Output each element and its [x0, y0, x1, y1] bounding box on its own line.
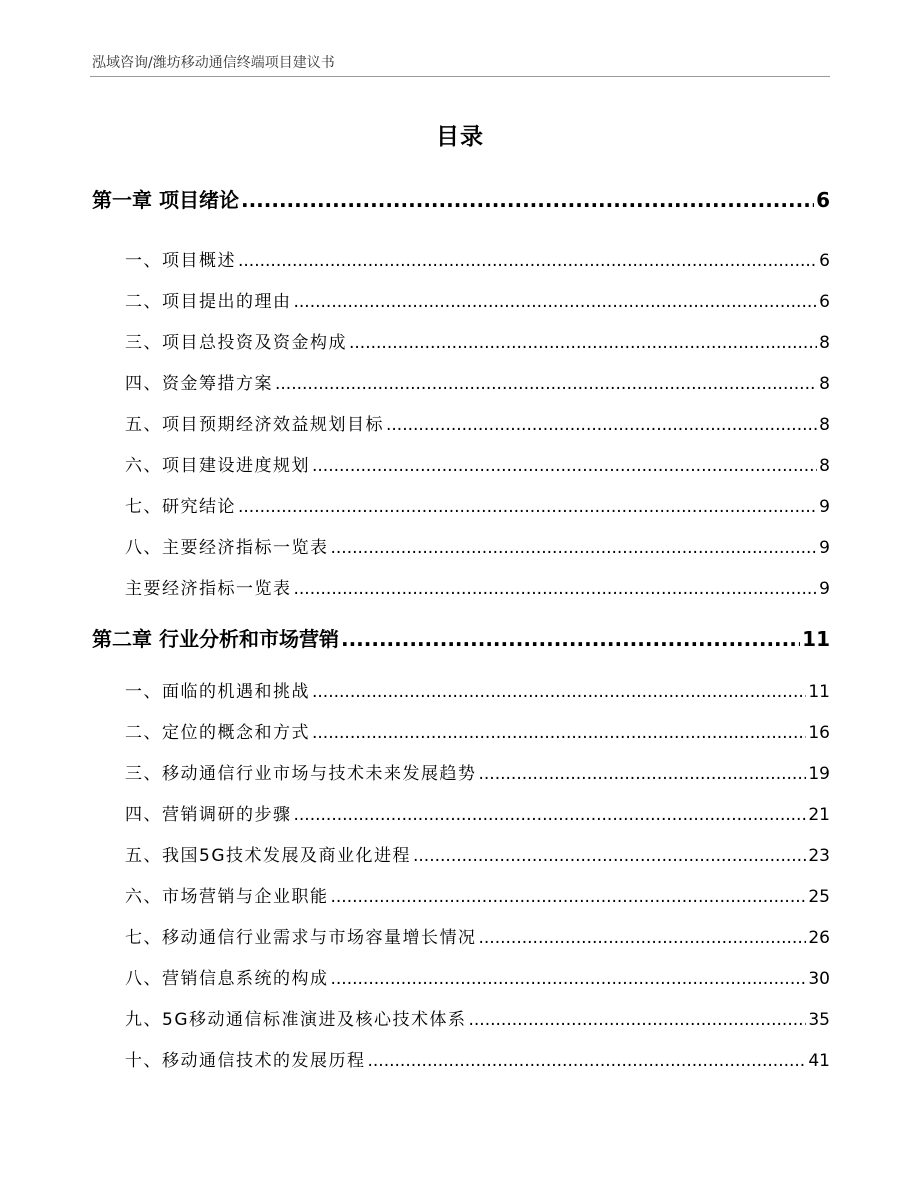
toc-page-number: 41: [808, 1051, 830, 1071]
toc-section[interactable]: [125, 410, 830, 435]
toc-page-number: 30: [808, 969, 830, 989]
toc-entry-number: 七、: [125, 497, 162, 517]
toc-dot-leader: [312, 682, 806, 702]
toc-section[interactable]: [125, 759, 830, 784]
toc-page-number: 6: [819, 292, 830, 312]
toc-page-number: 8: [819, 374, 830, 394]
toc-entry-number: 八、: [125, 538, 162, 558]
toc-page-number: 6: [819, 251, 830, 271]
toc-entry-number: 二、: [125, 292, 162, 312]
toc-page-number: 35: [808, 1010, 830, 1030]
toc-dot-leader: [294, 805, 807, 825]
toc-entry-number: 六、: [125, 456, 162, 476]
toc-entry-number: 九、: [125, 1010, 162, 1030]
toc-dot-leader: [331, 887, 807, 907]
toc-entry-number: 五、: [125, 415, 162, 435]
toc-dot-leader: [349, 333, 817, 353]
toc-entry-label: 第一章 项目绪论: [92, 188, 239, 212]
toc-entry-number: 四、: [125, 374, 162, 394]
toc-section[interactable]: [125, 574, 830, 599]
toc-page-number: 25: [808, 887, 830, 907]
toc-entry-label: 第二章 行业分析和市场营销: [92, 627, 339, 651]
toc-entry-label: 移动通信行业需求与市场容量增长情况: [162, 928, 477, 948]
toc-dot-leader: [312, 456, 817, 476]
toc-page-number: 9: [819, 579, 830, 599]
toc-entry-number: 二、: [125, 723, 162, 743]
toc-entry-label: 面临的机遇和挑战: [162, 682, 310, 702]
toc-section[interactable]: [125, 800, 830, 825]
toc-dot-leader: [479, 928, 807, 948]
toc-dot-leader: [386, 415, 817, 435]
toc-entry-label: 项目预期经济效益规划目标: [162, 415, 384, 435]
toc-page-number: 16: [808, 723, 830, 743]
toc-dot-leader: [341, 627, 800, 651]
toc-section[interactable]: [125, 451, 830, 476]
toc-section[interactable]: [125, 1005, 830, 1030]
toc-section[interactable]: [125, 841, 830, 866]
toc-dot-leader: [241, 188, 814, 212]
toc-entry-label: 营销调研的步骤: [162, 805, 292, 825]
toc-page-number: 11: [802, 627, 830, 651]
toc-section[interactable]: [125, 882, 830, 907]
toc-section[interactable]: [125, 533, 830, 558]
toc-entry-number: 一、: [125, 682, 162, 702]
toc-entry-label: 项目提出的理由: [162, 292, 292, 312]
toc-dot-leader: [331, 538, 818, 558]
toc-entry-number: 十、: [125, 1051, 162, 1071]
toc-dot-leader: [312, 723, 806, 743]
toc-dot-leader: [294, 292, 818, 312]
toc-title: 目录: [436, 124, 484, 150]
toc-entry-label: 定位的概念和方式: [162, 723, 310, 743]
toc-entry-number: 三、: [125, 764, 162, 784]
toc-dot-leader: [238, 497, 817, 517]
toc-page-number: 11: [808, 682, 830, 702]
toc-section[interactable]: [125, 1046, 830, 1071]
toc-page-number: 21: [808, 805, 830, 825]
toc-section[interactable]: [125, 492, 830, 517]
toc-entry-number: 七、: [125, 928, 162, 948]
toc-section[interactable]: [125, 287, 830, 312]
toc-page-number: 8: [819, 456, 830, 476]
toc-section[interactable]: [125, 369, 830, 394]
toc-section[interactable]: [125, 718, 830, 743]
toc-entry-label: 研究结论: [162, 497, 236, 517]
toc-entry-number: 六、: [125, 887, 162, 907]
toc-entry-number: 五、: [125, 846, 162, 866]
toc-entry-label: 资金筹措方案: [162, 374, 273, 394]
toc-dot-leader: [331, 969, 807, 989]
toc-page-number: 6: [816, 188, 830, 212]
toc-page-number: 23: [808, 846, 830, 866]
toc-chapter[interactable]: [92, 623, 830, 652]
toc-entry-label: 项目建设进度规划: [162, 456, 310, 476]
toc-entry-label: 移动通信行业市场与技术未来发展趋势: [162, 764, 477, 784]
toc-entry-label: 营销信息系统的构成: [162, 969, 329, 989]
toc-entry-label: 市场营销与企业职能: [162, 887, 329, 907]
page-header: 泓域咨询/潍坊移动通信终端项目建议书: [92, 55, 335, 71]
toc-page-number: 19: [808, 764, 830, 784]
toc-dot-leader: [368, 1051, 807, 1071]
toc-dot-leader: [469, 1010, 807, 1030]
toc-page-number: 8: [819, 333, 830, 353]
toc-dot-leader: [294, 579, 818, 599]
toc-chapter[interactable]: [92, 184, 830, 213]
toc-entry-label: 移动通信技术的发展历程: [162, 1051, 366, 1071]
toc-section[interactable]: [125, 923, 830, 948]
toc-entry-number: 八、: [125, 969, 162, 989]
toc-entry-label: 项目总投资及资金构成: [162, 333, 347, 353]
toc-section[interactable]: [125, 246, 830, 271]
toc-dot-leader: [479, 764, 807, 784]
toc-entry-label: 主要经济指标一览表: [125, 579, 292, 599]
toc-dot-leader: [275, 374, 817, 394]
toc-entry-label: 项目概述: [162, 251, 236, 271]
toc-page-number: 26: [808, 928, 830, 948]
toc-entry-number: 四、: [125, 805, 162, 825]
header-divider: [90, 76, 830, 77]
toc-entry-number: 三、: [125, 333, 162, 353]
toc-section[interactable]: [125, 964, 830, 989]
toc-page-number: 9: [819, 497, 830, 517]
toc-entry-label: 5G移动通信标准演进及核心技术体系: [162, 1010, 467, 1030]
toc-dot-leader: [238, 251, 817, 271]
toc-section[interactable]: [125, 328, 830, 353]
toc-entry-label: 我国5G技术发展及商业化进程: [162, 846, 411, 866]
toc-dot-leader: [413, 846, 806, 866]
toc-page-number: 8: [819, 415, 830, 435]
toc-entry-label: 主要经济指标一览表: [162, 538, 329, 558]
toc-page-number: 9: [819, 538, 830, 558]
toc-entry-number: 一、: [125, 251, 162, 271]
toc-section[interactable]: [125, 677, 830, 702]
